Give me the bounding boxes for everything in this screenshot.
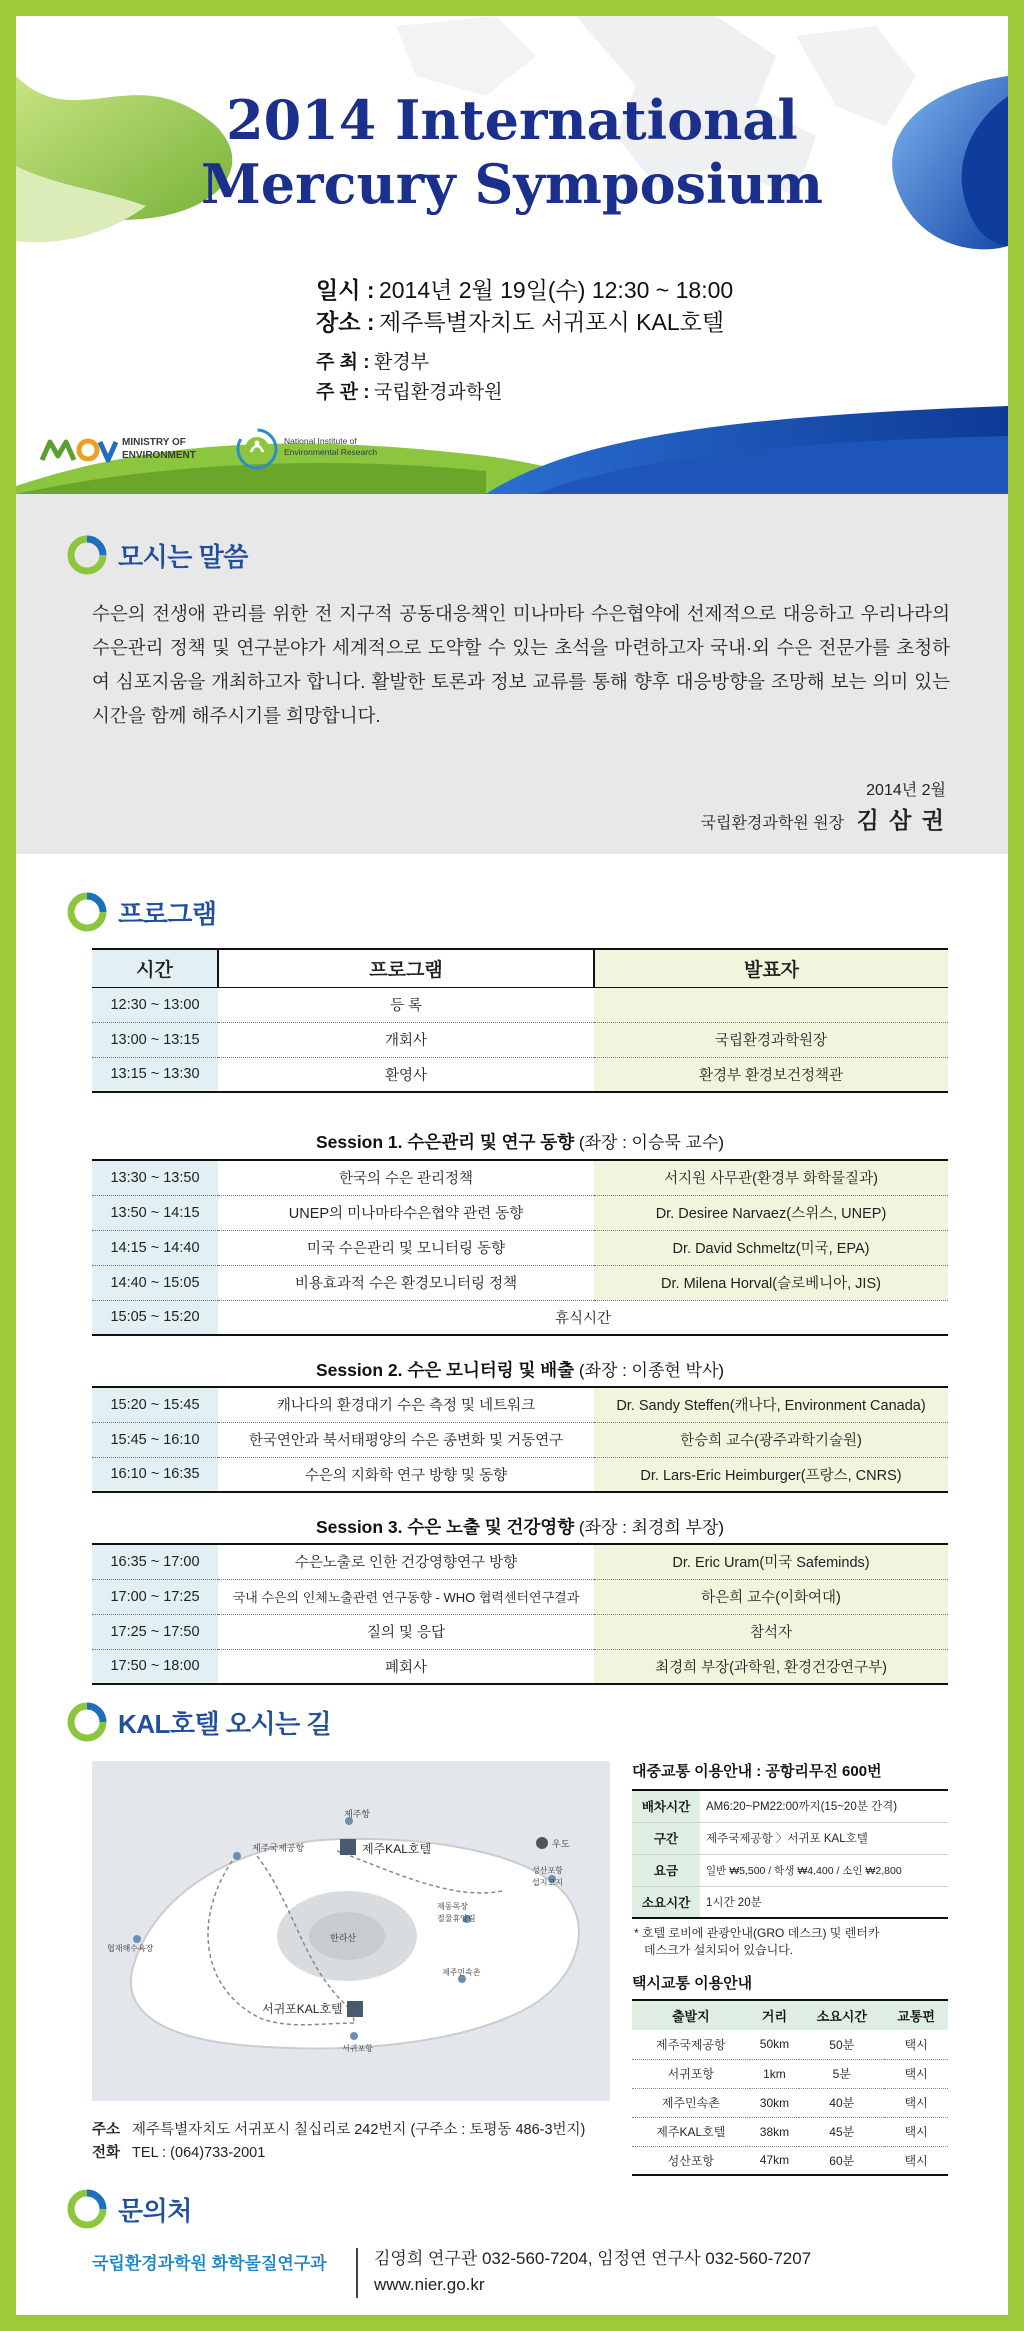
map-label-seongsan: 성산포항 [532, 1866, 563, 1875]
venue-label: 장소 : [316, 309, 375, 335]
title-line-2: Mercury Symposium [201, 152, 823, 216]
host-value: 환경부 [374, 352, 430, 373]
venue-row [316, 306, 733, 338]
bus-note: * 호텔 로비에 관광안내(GRO 데스크) 및 렌터카 데스크가 설치되어 있습니다. [634, 1926, 880, 1957]
taxi-table [632, 1999, 948, 2176]
venue-value: 제주특별자치도 서귀포시 KAL호텔 [378, 309, 725, 335]
session-1-title: Session 1. 수은관리 및 연구 동향 [315, 1132, 575, 1152]
map-label-hyeopjae: 협재해수욕장 [107, 1944, 154, 1953]
table-row: 제주KAL호텔 38km 45분 택시 [632, 2117, 948, 2146]
session-3-title: Session 3. 수은 노출 및 건강영향 [315, 1517, 575, 1537]
ministry-logo-mark-icon [38, 430, 118, 470]
session-3-heading [92, 1513, 948, 1539]
phone-value: TEL : (064)733-2001 [132, 2145, 266, 2161]
directions-heading [66, 1701, 331, 1743]
program-table-header [92, 949, 948, 987]
organizer-value: 국립환경과학원 [374, 382, 503, 403]
table-row: 13:30 ~ 13:50 한국의 수은 관리정책 서지원 사무관(환경부 화학물질과) [92, 1160, 948, 1195]
date-row [316, 274, 733, 306]
map-label-seogwipo-kal: 서귀포KAL호텔 [262, 2002, 343, 2016]
session-1-chair: (좌장 : 이승묵 교수) [578, 1133, 725, 1152]
table-row: 16:35 ~ 17:00 수은노출로 인한 건강영향연구 방향 Dr. Eric Uram(미국 Safeminds) [92, 1544, 948, 1579]
ring-bullet-icon [66, 1701, 108, 1743]
table-row: 소요시간 1시간 20분 [632, 1886, 948, 1918]
nier-logo-text: National Institute of Environmental Research [284, 436, 378, 457]
col-time-header: 시간 [92, 949, 218, 987]
contact-org: 국립환경과학원 화학물질연구과 [92, 2254, 327, 2273]
contact-divider [356, 2248, 358, 2298]
nier-logo-mark-icon [234, 426, 280, 472]
session-3-chair: (좌장 : 최경희 부장) [578, 1518, 725, 1537]
ministry-logo [38, 430, 228, 470]
table-row: 17:50 ~ 18:00 폐회사 최경희 부장(과학원, 환경건강연구부) [92, 1649, 948, 1684]
contact-heading [66, 2188, 192, 2230]
host-row [316, 348, 733, 378]
jeju-map [92, 1761, 610, 2101]
table-row: 13:00 ~ 13:15 개회사 국립환경과학원장 [92, 1022, 948, 1057]
program-table-opening [92, 948, 948, 1093]
taxi-table-header: 출발지 거리 소요시간 교통편 [632, 2000, 948, 2030]
greeting-heading [66, 534, 248, 576]
contact-people: 김영희 연구관 032-560-7204, 임정연 연구사 032-560-7207 [374, 2249, 812, 2268]
table-row: 14:15 ~ 14:40 미국 수은관리 및 모니터링 동향 Dr. David Schmeltz(미국, EPA) [92, 1230, 948, 1265]
table-row: 13:50 ~ 14:15 UNEP의 미나마타수은협약 관련 동향 Dr. Desiree Narvaez(스위스, UNEP) [92, 1195, 948, 1230]
event-info [316, 274, 733, 408]
signer-name: 김 삼 권 [856, 807, 946, 833]
ring-bullet-icon [66, 2188, 108, 2230]
map-label-jeolmul: 절물휴양림 [437, 1914, 476, 1923]
greeting-section [16, 494, 1008, 854]
session-2-chair: (좌장 : 이종현 박사) [578, 1361, 725, 1380]
poster [16, 16, 1008, 2315]
program-title: 프로그램 [118, 898, 217, 929]
table-row: 제주민속촌 30km 40분 택시 [632, 2088, 948, 2117]
contact-info [374, 2246, 811, 2298]
map-label-seogwipo-port: 서귀포항 [342, 2044, 373, 2053]
hotel-address [92, 2119, 585, 2165]
map-label-farm: 제동목장 [437, 1902, 468, 1911]
table-row: 15:20 ~ 15:45 캐나다의 환경대기 수은 측정 및 네트워크 Dr. Sandy Steffen(캐나다, Environment Canada) [92, 1387, 948, 1422]
contact-website[interactable]: www.nier.go.kr [374, 2275, 485, 2294]
phone-label: 전화 [92, 2145, 121, 2161]
table-row: 14:40 ~ 15:05 비용효과적 수은 환경모니터링 정책 Dr. Milena Horval(슬로베니아, JIS) [92, 1265, 948, 1300]
greeting-signature [701, 802, 946, 835]
table-row: 구간 제주국제공항 〉서귀포 KAL호텔 [632, 1822, 948, 1854]
table-row: 배차시간 AM6:20~PM22:00까지(15~20분 간격) [632, 1790, 948, 1822]
organizer-label: 주 관 : [316, 382, 370, 403]
map-label-jeju-kal: 제주KAL호텔 [362, 1842, 432, 1856]
signer-title: 국립환경과학원 원장 [700, 815, 845, 832]
contact-title: 문의처 [118, 2195, 192, 2226]
address-label: 주소 [92, 2122, 121, 2138]
table-row: 제주국제공항 50km 50분 택시 [632, 2030, 948, 2059]
map-label-folk-village: 제주민속촌 [442, 1968, 481, 1977]
bus-title: 대중교통 이용안내 : 공항리무진 600번 [632, 1763, 882, 1780]
map-label-jeju-port: 제주항 [344, 1809, 371, 1819]
organizer-row [316, 378, 733, 408]
greeting-title: 모시는 말씀 [118, 541, 248, 572]
session-2-heading [92, 1356, 948, 1382]
taxi-title: 택시교통 이용안내 [632, 1975, 753, 1992]
jeju-island-map-icon [92, 1761, 610, 2101]
directions-title: KAL호텔 오시는 길 [118, 1708, 332, 1739]
map-label-seopjikoji: 섭지코지 [532, 1878, 563, 1887]
table-row: 12:30 ~ 13:00 등 록 [92, 987, 948, 1022]
table-row: 13:15 ~ 13:30 환영사 환경부 환경보건정책관 [92, 1057, 948, 1092]
greeting-body: 수은의 전생애 관리를 위한 전 지구적 공동대응책인 미나마타 수은협약에 선제적으로 대응하고 우리나라의 수은관리 정책 및 연구분야가 세계적으로 도약할 수 있는 초석을 마련하고자 국내·외 수은 전문가를 초청하여 심포지움을 개최하고자 합니다. 활발한 토론과 정보 교류를 통해 향후 대응방향을 조망해 보는 의미 있는 시간을 함께 해주시기를 희망합니다. [92, 603, 950, 726]
greeting-date: 2014년 2월 [866, 782, 946, 799]
title-line-1: 2014 International [226, 88, 798, 152]
break-label: 휴식시간 [218, 1300, 948, 1335]
phone-row [92, 2142, 585, 2165]
session-2-title: Session 2. 수은 모니터링 및 배출 [315, 1360, 575, 1380]
date-label: 일시 : [316, 277, 375, 303]
address-value: 제주특별자치도 서귀포시 칠십리로 242번지 (구주소 : 토평동 486-3번지) [132, 2122, 586, 2138]
table-row: 서귀포항 1km 5분 택시 [632, 2059, 948, 2088]
program-table-session-2 [92, 1386, 948, 1493]
date-value: 2014년 2월 19일(수) 12:30 ~ 18:00 [378, 277, 734, 303]
program-heading [66, 891, 216, 933]
map-label-airport: 제주국제공항 [252, 1843, 305, 1853]
transport-info [632, 1761, 948, 2176]
program-table-session-3 [92, 1543, 948, 1685]
ring-bullet-icon [66, 534, 108, 576]
table-row: 요금 일반 ₩5,500 / 학생 ₩4,400 / 소인 ₩2,800 [632, 1854, 948, 1886]
table-row: 17:25 ~ 17:50 질의 및 응답 참석자 [92, 1614, 948, 1649]
ministry-logo-text: MINISTRY OF ENVIRONMENT [122, 437, 196, 461]
table-row: 15:05 ~ 15:20 휴식시간 [92, 1300, 948, 1335]
symposium-title [16, 88, 1008, 216]
program-table-session-1 [92, 1159, 948, 1336]
header-banner [16, 16, 1008, 494]
map-label-hallasan: 한라산 [330, 1933, 357, 1943]
host-label: 주 최 : [316, 352, 370, 373]
table-row: 성산포항 47km 60분 택시 [632, 2146, 948, 2175]
ring-bullet-icon [66, 891, 108, 933]
table-row: 15:45 ~ 16:10 한국연안과 북서태평양의 수은 종변화 및 거동연구 한승희 교수(광주과학기술원) [92, 1422, 948, 1457]
map-label-udo: 우도 [552, 1839, 570, 1849]
col-presenter-header: 발표자 [594, 949, 948, 987]
col-program-header: 프로그램 [218, 949, 594, 987]
address-row [92, 2119, 585, 2142]
table-row: 17:00 ~ 17:25 국내 수은의 인체노출관련 연구동향 - WHO 협력센터연구결과 하은희 교수(이화여대) [92, 1579, 948, 1614]
table-row: 16:10 ~ 16:35 수은의 지화학 연구 방향 및 동향 Dr. Lars-Eric Heimburger(프랑스, CNRS) [92, 1457, 948, 1492]
session-1-heading [92, 1128, 948, 1154]
bus-table [632, 1789, 948, 1919]
nier-logo [234, 426, 414, 472]
